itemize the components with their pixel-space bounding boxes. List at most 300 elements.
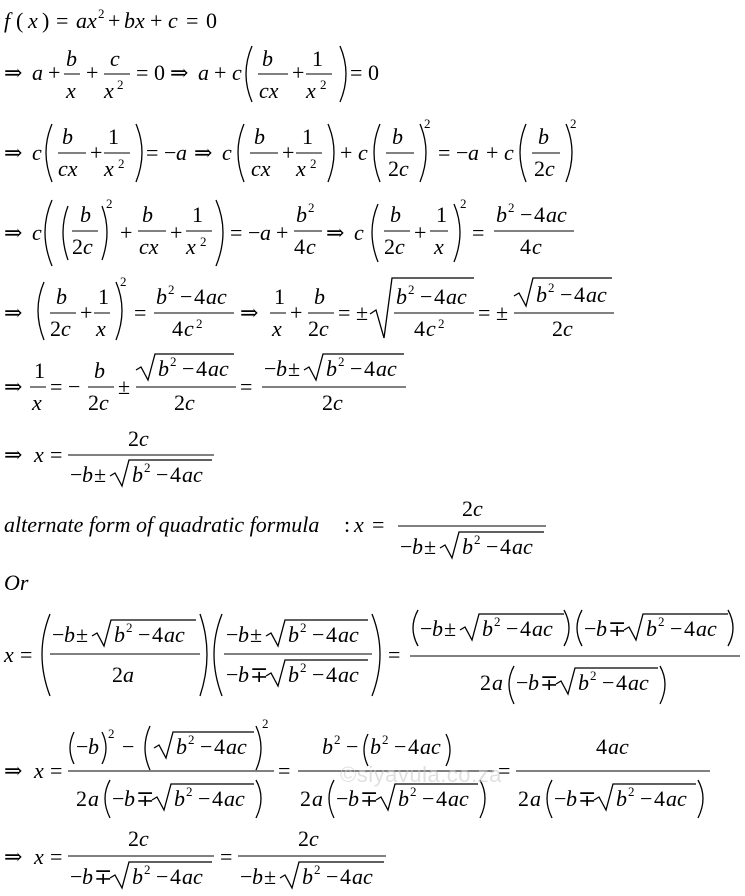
line-square-form bbox=[4, 196, 574, 266]
svg-text:b: b bbox=[578, 670, 589, 695]
svg-text:−: − bbox=[76, 734, 89, 759]
svg-text:c: c bbox=[309, 826, 319, 851]
svg-text:2: 2 bbox=[314, 862, 321, 877]
svg-text:ac: ac bbox=[608, 734, 629, 759]
svg-text:4: 4 bbox=[520, 234, 531, 259]
svg-text:∓: ∓ bbox=[608, 616, 627, 641]
svg-text:1: 1 bbox=[274, 284, 285, 309]
svg-text:−: − bbox=[486, 534, 499, 559]
svg-text:4: 4 bbox=[152, 622, 163, 647]
svg-text:−: − bbox=[164, 140, 177, 165]
svg-text:a: a bbox=[176, 140, 187, 165]
svg-text:±: ± bbox=[424, 534, 437, 559]
svg-text:x: x bbox=[354, 512, 364, 537]
svg-text:−: − bbox=[138, 622, 151, 647]
svg-text:1: 1 bbox=[192, 202, 203, 227]
svg-text::: : bbox=[344, 512, 351, 537]
svg-text:2: 2 bbox=[174, 390, 185, 415]
svg-text:+: + bbox=[150, 8, 163, 33]
watermark-text: ©siyavula.co.za bbox=[340, 762, 502, 787]
svg-text:b: b bbox=[158, 356, 169, 381]
svg-text:b: b bbox=[262, 46, 273, 71]
svg-text:−: − bbox=[226, 622, 239, 647]
svg-text:b: b bbox=[132, 864, 143, 889]
svg-text:−: − bbox=[68, 374, 81, 399]
svg-text:+: + bbox=[80, 300, 93, 325]
svg-text:a: a bbox=[260, 220, 271, 245]
svg-text:+: + bbox=[90, 140, 103, 165]
svg-text:b: b bbox=[392, 124, 403, 149]
svg-text:=: = bbox=[498, 758, 511, 783]
svg-text:ac: ac bbox=[420, 734, 441, 759]
svg-text:2: 2 bbox=[334, 732, 341, 747]
svg-text:+: + bbox=[48, 60, 61, 85]
svg-text:2: 2 bbox=[382, 732, 389, 747]
svg-text:∓: ∓ bbox=[136, 786, 155, 811]
svg-text:=: = bbox=[372, 512, 385, 537]
svg-text:4: 4 bbox=[326, 662, 337, 687]
svg-text:b: b bbox=[322, 734, 333, 759]
svg-text:c: c bbox=[32, 140, 42, 165]
svg-text:2: 2 bbox=[508, 200, 515, 215]
svg-text:±: ± bbox=[264, 864, 277, 889]
svg-text:4: 4 bbox=[170, 462, 181, 487]
svg-text:2: 2 bbox=[408, 282, 415, 297]
svg-text:c: c bbox=[306, 234, 316, 259]
svg-text:2: 2 bbox=[308, 200, 315, 215]
svg-text:1: 1 bbox=[302, 124, 313, 149]
svg-text:b: b bbox=[326, 356, 337, 381]
svg-text:1: 1 bbox=[108, 124, 119, 149]
svg-text:±: ± bbox=[118, 374, 131, 399]
svg-text:+: + bbox=[120, 220, 133, 245]
svg-text:4: 4 bbox=[434, 284, 445, 309]
svg-text:2: 2 bbox=[474, 532, 481, 547]
svg-text:2: 2 bbox=[494, 614, 501, 629]
svg-text:a: a bbox=[312, 786, 323, 811]
svg-text:2: 2 bbox=[308, 316, 319, 341]
svg-text:2: 2 bbox=[170, 354, 177, 369]
svg-text:b: b bbox=[62, 124, 73, 149]
svg-text:2: 2 bbox=[108, 726, 115, 741]
svg-text:x: x bbox=[186, 234, 196, 259]
svg-text:x: x bbox=[34, 442, 44, 467]
svg-text:b: b bbox=[88, 734, 99, 759]
svg-text:ac: ac bbox=[532, 616, 553, 641]
svg-text:−: − bbox=[264, 356, 277, 381]
svg-text:b: b bbox=[296, 202, 307, 227]
svg-text:2: 2 bbox=[300, 786, 311, 811]
line-result-1 bbox=[4, 426, 214, 487]
svg-text:−: − bbox=[516, 670, 529, 695]
svg-text:b: b bbox=[538, 124, 549, 149]
svg-text:2: 2 bbox=[50, 316, 61, 341]
svg-text:ac: ac bbox=[512, 534, 533, 559]
line-alternate-form bbox=[4, 496, 546, 559]
svg-text:b: b bbox=[528, 670, 539, 695]
svg-text:c: c bbox=[139, 826, 149, 851]
svg-text:b: b bbox=[238, 622, 249, 647]
line-divide bbox=[4, 46, 379, 103]
svg-text:4: 4 bbox=[500, 534, 511, 559]
svg-text:(: ( bbox=[16, 8, 24, 33]
svg-text:x: x bbox=[104, 78, 114, 103]
svg-text:−: − bbox=[420, 616, 433, 641]
svg-text:2: 2 bbox=[658, 614, 665, 629]
line-root bbox=[4, 274, 614, 341]
svg-text:−: − bbox=[520, 202, 533, 227]
svg-text:=: = bbox=[50, 442, 63, 467]
svg-text:−: − bbox=[640, 786, 653, 811]
svg-text:−: − bbox=[422, 786, 435, 811]
svg-text:0: 0 bbox=[206, 8, 217, 33]
svg-text:=: = bbox=[50, 374, 63, 399]
svg-text:⇒: ⇒ bbox=[326, 220, 345, 245]
svg-text:⇒: ⇒ bbox=[4, 300, 23, 325]
svg-text:2: 2 bbox=[262, 716, 269, 731]
svg-text:2: 2 bbox=[128, 426, 139, 451]
svg-text:2: 2 bbox=[98, 6, 105, 21]
svg-text:4: 4 bbox=[684, 616, 695, 641]
svg-text:x: x bbox=[96, 316, 106, 341]
svg-text:ac: ac bbox=[666, 786, 687, 811]
svg-text:−: − bbox=[248, 220, 261, 245]
svg-text:x: x bbox=[104, 156, 114, 181]
svg-text:+: + bbox=[340, 140, 353, 165]
svg-text:c: c bbox=[110, 46, 120, 71]
svg-text:b: b bbox=[64, 622, 75, 647]
svg-text:b: b bbox=[176, 734, 187, 759]
svg-text:ac: ac bbox=[352, 864, 373, 889]
svg-text:2: 2 bbox=[300, 660, 307, 675]
svg-text:b: b bbox=[56, 284, 67, 309]
svg-text:4: 4 bbox=[294, 234, 305, 259]
svg-text:a: a bbox=[530, 786, 541, 811]
svg-text:b: b bbox=[114, 622, 125, 647]
svg-text:2: 2 bbox=[548, 280, 555, 295]
svg-text:2: 2 bbox=[120, 274, 127, 289]
svg-text:b: b bbox=[536, 282, 547, 307]
svg-text:ac: ac bbox=[446, 284, 467, 309]
svg-text:−: − bbox=[400, 534, 413, 559]
svg-text:−: − bbox=[312, 622, 325, 647]
svg-text:±: ± bbox=[496, 300, 509, 325]
svg-text:−: − bbox=[336, 786, 349, 811]
svg-text:=: = bbox=[388, 642, 401, 667]
line-complete-square bbox=[4, 116, 577, 182]
svg-text:2: 2 bbox=[126, 620, 133, 635]
svg-text:=: = bbox=[230, 220, 243, 245]
svg-text:c: c bbox=[32, 220, 42, 245]
svg-text:cx: cx bbox=[251, 156, 271, 181]
svg-text:=: = bbox=[146, 140, 159, 165]
svg-text:=: = bbox=[50, 844, 63, 869]
svg-text:∓: ∓ bbox=[360, 786, 379, 811]
svg-text:=: = bbox=[136, 60, 149, 85]
svg-text:2: 2 bbox=[320, 77, 327, 92]
svg-text:ac: ac bbox=[206, 284, 227, 309]
svg-text:+: + bbox=[290, 300, 303, 325]
svg-text:2: 2 bbox=[460, 196, 467, 211]
svg-text:2: 2 bbox=[88, 390, 99, 415]
line-reciprocal bbox=[4, 354, 406, 415]
svg-text:ac: ac bbox=[164, 622, 185, 647]
svg-text:x: x bbox=[66, 78, 76, 103]
svg-text:b: b bbox=[566, 786, 577, 811]
svg-text:∓: ∓ bbox=[250, 662, 269, 687]
svg-text:4: 4 bbox=[170, 864, 181, 889]
svg-text:b: b bbox=[482, 616, 493, 641]
svg-text:cx: cx bbox=[259, 78, 279, 103]
svg-text:−: − bbox=[112, 786, 125, 811]
svg-text:x: x bbox=[272, 316, 282, 341]
svg-text:=: = bbox=[478, 300, 491, 325]
svg-text:∓: ∓ bbox=[94, 864, 113, 889]
svg-text:⇒: ⇒ bbox=[4, 220, 23, 245]
svg-text:a: a bbox=[123, 662, 134, 687]
svg-text:b: b bbox=[80, 202, 91, 227]
svg-text:−: − bbox=[326, 864, 339, 889]
line-rationalize bbox=[3, 610, 740, 704]
svg-text:2: 2 bbox=[144, 862, 151, 877]
svg-text:ac: ac bbox=[208, 356, 229, 381]
svg-text:b: b bbox=[288, 662, 299, 687]
svg-text:1: 1 bbox=[98, 284, 109, 309]
svg-text:b: b bbox=[396, 284, 407, 309]
svg-text:⇒: ⇒ bbox=[4, 60, 23, 85]
svg-text:−: − bbox=[420, 284, 433, 309]
svg-text:+: + bbox=[214, 60, 227, 85]
svg-text:4: 4 bbox=[520, 616, 531, 641]
svg-text:2: 2 bbox=[322, 390, 333, 415]
svg-text:2: 2 bbox=[552, 316, 563, 341]
svg-text:b: b bbox=[412, 534, 423, 559]
svg-text:2: 2 bbox=[144, 460, 151, 475]
svg-text:∓: ∓ bbox=[578, 786, 597, 811]
svg-text:+: + bbox=[170, 220, 183, 245]
svg-text:−: − bbox=[156, 462, 169, 487]
svg-text:2: 2 bbox=[534, 156, 545, 181]
line-result-2 bbox=[4, 826, 386, 889]
svg-text:−: − bbox=[156, 864, 169, 889]
svg-text:1: 1 bbox=[436, 202, 447, 227]
alternate-form-title: alternate form of quadratic formula bbox=[4, 512, 320, 537]
svg-text:bx: bx bbox=[124, 8, 145, 33]
svg-text:c: c bbox=[532, 234, 542, 259]
svg-text:c: c bbox=[222, 140, 232, 165]
svg-text:2: 2 bbox=[300, 620, 307, 635]
svg-text:=: = bbox=[50, 758, 63, 783]
svg-text:x: x bbox=[434, 234, 444, 259]
svg-text:4: 4 bbox=[616, 670, 627, 695]
svg-text:x: x bbox=[4, 642, 14, 667]
svg-text:⇒: ⇒ bbox=[240, 300, 259, 325]
svg-text:4: 4 bbox=[654, 786, 665, 811]
svg-text:ac: ac bbox=[338, 622, 359, 647]
svg-text:x: x bbox=[306, 78, 316, 103]
svg-text:ac: ac bbox=[628, 670, 649, 695]
svg-text:b: b bbox=[94, 358, 105, 383]
svg-text:−: − bbox=[226, 662, 239, 687]
svg-text:=: = bbox=[56, 8, 69, 33]
svg-text:c: c bbox=[232, 60, 242, 85]
svg-text:=: = bbox=[350, 60, 363, 85]
svg-text:=: = bbox=[472, 220, 485, 245]
svg-text:−: − bbox=[560, 282, 573, 307]
svg-text:2: 2 bbox=[188, 732, 195, 747]
svg-text:−: − bbox=[70, 462, 83, 487]
svg-text:±: ± bbox=[94, 462, 107, 487]
svg-text:c: c bbox=[168, 8, 178, 33]
svg-text:c: c bbox=[395, 234, 405, 259]
svg-text:b: b bbox=[596, 616, 607, 641]
svg-text:ac: ac bbox=[696, 616, 717, 641]
svg-text:−: − bbox=[312, 662, 325, 687]
svg-text:c: c bbox=[426, 316, 436, 341]
svg-text:c: c bbox=[83, 234, 93, 259]
svg-text:b: b bbox=[348, 786, 359, 811]
svg-text:=: = bbox=[438, 140, 451, 165]
svg-text:−: − bbox=[584, 616, 597, 641]
svg-text:0: 0 bbox=[368, 60, 379, 85]
svg-text:=: = bbox=[278, 758, 291, 783]
svg-text:∓: ∓ bbox=[540, 670, 559, 695]
svg-text:+: + bbox=[292, 60, 305, 85]
svg-text:⇒: ⇒ bbox=[4, 844, 23, 869]
svg-text:a: a bbox=[32, 60, 43, 85]
svg-text:4: 4 bbox=[596, 734, 607, 759]
svg-text:−: − bbox=[180, 284, 193, 309]
svg-text:b: b bbox=[142, 202, 153, 227]
svg-text:−: − bbox=[52, 622, 65, 647]
svg-text:b: b bbox=[174, 786, 185, 811]
svg-text:4: 4 bbox=[364, 356, 375, 381]
svg-text:±: ± bbox=[288, 356, 301, 381]
svg-text:x: x bbox=[32, 390, 42, 415]
line-given bbox=[4, 6, 217, 33]
svg-text:−: − bbox=[346, 734, 359, 759]
svg-text:2: 2 bbox=[186, 784, 193, 799]
svg-text:4: 4 bbox=[534, 202, 545, 227]
svg-text:b: b bbox=[616, 786, 627, 811]
svg-text:−: − bbox=[394, 734, 407, 759]
svg-text:c: c bbox=[61, 316, 71, 341]
svg-text:b: b bbox=[462, 534, 473, 559]
svg-text:a: a bbox=[88, 786, 99, 811]
svg-text:4: 4 bbox=[214, 734, 225, 759]
svg-text:c: c bbox=[473, 496, 483, 521]
svg-text:2: 2 bbox=[480, 670, 491, 695]
svg-text:+: + bbox=[86, 60, 99, 85]
svg-text:=: = bbox=[20, 642, 33, 667]
svg-text:2: 2 bbox=[570, 116, 577, 131]
svg-text:2: 2 bbox=[590, 668, 597, 683]
svg-text:−: − bbox=[182, 356, 195, 381]
svg-text:): ) bbox=[42, 8, 50, 33]
svg-text:a: a bbox=[198, 60, 209, 85]
svg-text:b: b bbox=[276, 356, 287, 381]
svg-text:±: ± bbox=[76, 622, 89, 647]
svg-text:=: = bbox=[186, 8, 199, 33]
svg-text:=: = bbox=[338, 300, 351, 325]
svg-text:x: x bbox=[296, 156, 306, 181]
svg-text:a: a bbox=[492, 670, 503, 695]
svg-text:2: 2 bbox=[168, 282, 175, 297]
svg-text:b: b bbox=[66, 46, 77, 71]
svg-text:2: 2 bbox=[424, 116, 431, 131]
svg-text:2: 2 bbox=[118, 156, 125, 171]
svg-text:x: x bbox=[34, 758, 44, 783]
svg-text:ac: ac bbox=[182, 462, 203, 487]
svg-text:2: 2 bbox=[72, 234, 83, 259]
svg-text:⇒: ⇒ bbox=[4, 140, 23, 165]
svg-text:4: 4 bbox=[574, 282, 585, 307]
svg-text:+: + bbox=[108, 8, 121, 33]
svg-text:x: x bbox=[34, 844, 44, 869]
svg-text:−: − bbox=[350, 356, 363, 381]
svg-text:0: 0 bbox=[154, 60, 165, 85]
svg-text:ac: ac bbox=[586, 282, 607, 307]
svg-text:±: ± bbox=[250, 622, 263, 647]
svg-text:4: 4 bbox=[414, 316, 425, 341]
svg-text:−: − bbox=[670, 616, 683, 641]
svg-text:⇒: ⇒ bbox=[4, 374, 23, 399]
svg-text:ax: ax bbox=[76, 8, 97, 33]
svg-text:2: 2 bbox=[338, 354, 345, 369]
svg-text:c: c bbox=[545, 156, 555, 181]
svg-text:2: 2 bbox=[112, 662, 123, 687]
svg-text:4: 4 bbox=[408, 734, 419, 759]
svg-text:+: + bbox=[282, 140, 295, 165]
svg-text:ac: ac bbox=[338, 662, 359, 687]
svg-text:b: b bbox=[254, 124, 265, 149]
svg-text:c: c bbox=[184, 316, 194, 341]
svg-text:ac: ac bbox=[226, 734, 247, 759]
svg-text:c: c bbox=[99, 390, 109, 415]
svg-text:2: 2 bbox=[388, 156, 399, 181]
svg-text:2: 2 bbox=[384, 234, 395, 259]
svg-text:ac: ac bbox=[546, 202, 567, 227]
svg-text:−: − bbox=[122, 734, 135, 759]
svg-text:c: c bbox=[358, 140, 368, 165]
svg-text:−: − bbox=[240, 864, 253, 889]
svg-text:2: 2 bbox=[410, 784, 417, 799]
svg-text:cx: cx bbox=[58, 156, 78, 181]
svg-text:⇒: ⇒ bbox=[4, 758, 23, 783]
svg-text:+: + bbox=[276, 220, 289, 245]
svg-text:1: 1 bbox=[34, 358, 45, 383]
svg-text:b: b bbox=[156, 284, 167, 309]
connector-or: Or bbox=[4, 570, 29, 595]
svg-text:4: 4 bbox=[340, 864, 351, 889]
svg-text:b: b bbox=[82, 864, 93, 889]
svg-text:−: − bbox=[70, 864, 83, 889]
svg-text:c: c bbox=[319, 316, 329, 341]
svg-text:b: b bbox=[288, 622, 299, 647]
svg-text:+: + bbox=[486, 140, 499, 165]
svg-text:2: 2 bbox=[438, 316, 445, 331]
svg-text:ac: ac bbox=[376, 356, 397, 381]
svg-text:2: 2 bbox=[106, 196, 113, 211]
svg-text:c: c bbox=[139, 426, 149, 451]
svg-text:ac: ac bbox=[448, 786, 469, 811]
svg-text:b: b bbox=[370, 734, 381, 759]
svg-text:b: b bbox=[82, 462, 93, 487]
svg-text:b: b bbox=[132, 462, 143, 487]
svg-text:−: − bbox=[554, 786, 567, 811]
svg-text:−: − bbox=[506, 616, 519, 641]
svg-text:=: = bbox=[134, 300, 147, 325]
